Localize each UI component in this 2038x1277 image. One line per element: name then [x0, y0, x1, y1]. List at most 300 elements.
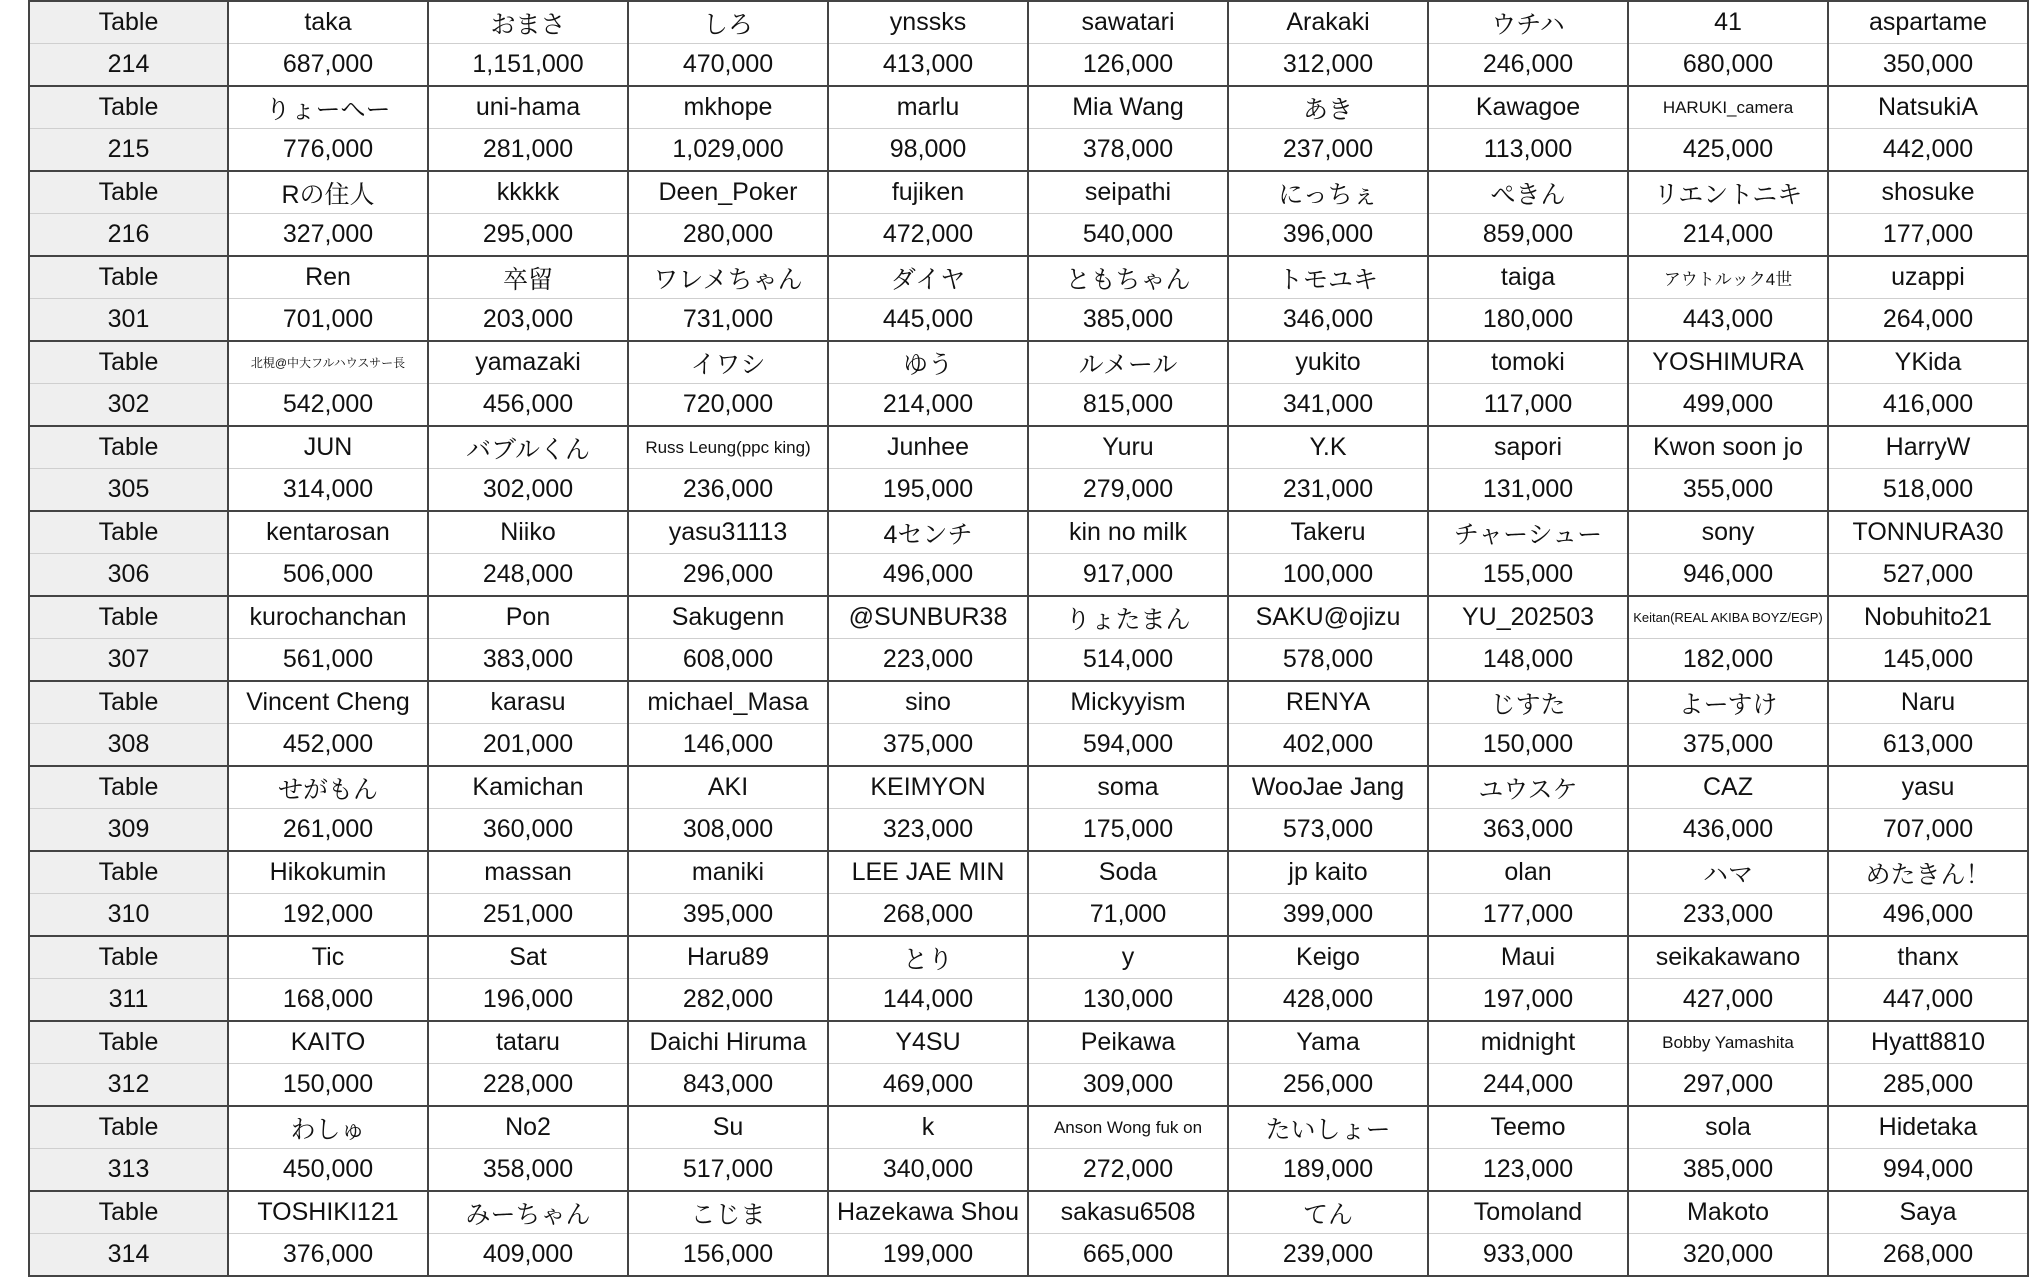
chip-count-cell: 456,000 [428, 384, 628, 427]
player-name-cell: jp kaito [1228, 851, 1428, 894]
chip-count-cell: 327,000 [228, 214, 428, 257]
chip-count-cell: 309,000 [1028, 1064, 1228, 1107]
chip-count-cell: 561,000 [228, 639, 428, 682]
chip-count-cell: 182,000 [1628, 639, 1828, 682]
player-name-cell: りょたまん [1028, 596, 1228, 639]
chip-count-cell: 239,000 [1228, 1234, 1428, 1277]
table-number-cell: 310 [29, 894, 228, 937]
player-name-cell: Deen_Poker [628, 171, 828, 214]
chip-count-cell: 402,000 [1228, 724, 1428, 767]
player-name-cell: Y4SU [828, 1021, 1028, 1064]
chip-count-cell: 499,000 [1628, 384, 1828, 427]
player-name-cell: thanx [1828, 936, 2028, 979]
chip-count-cell: 375,000 [1628, 724, 1828, 767]
chip-count-cell: 180,000 [1428, 299, 1628, 342]
table-row [29, 809, 2028, 852]
chip-count-cell: 150,000 [1428, 724, 1628, 767]
player-name-cell: わしゅ [228, 1106, 428, 1149]
table-row [29, 469, 2028, 512]
player-name-cell: kentarosan [228, 511, 428, 554]
table-row [29, 511, 2028, 554]
chip-count-cell: 665,000 [1028, 1234, 1228, 1277]
table-label-word: Table [29, 256, 228, 299]
player-name-cell: Arakaki [1228, 1, 1428, 44]
player-name-cell: Naru [1828, 681, 2028, 724]
chip-count-cell: 707,000 [1828, 809, 2028, 852]
chip-count-cell: 323,000 [828, 809, 1028, 852]
player-name-cell: y [1028, 936, 1228, 979]
chip-count-cell: 296,000 [628, 554, 828, 597]
chip-count-cell: 399,000 [1228, 894, 1428, 937]
chip-count-cell: 436,000 [1628, 809, 1828, 852]
table-label-word: Table [29, 341, 228, 384]
player-name-cell: karasu [428, 681, 628, 724]
table-number-cell: 306 [29, 554, 228, 597]
chip-count-cell: 285,000 [1828, 1064, 2028, 1107]
player-name-cell: バブルくん [428, 426, 628, 469]
chip-count-cell: 425,000 [1628, 129, 1828, 172]
table-number-cell: 309 [29, 809, 228, 852]
chip-count-cell: 447,000 [1828, 979, 2028, 1022]
player-name-cell: ダイヤ [828, 256, 1028, 299]
chip-count-cell: 443,000 [1628, 299, 1828, 342]
player-name-cell: アウトルック4世 [1628, 256, 1828, 299]
chip-count-cell: 131,000 [1428, 469, 1628, 512]
chip-count-cell: 340,000 [828, 1149, 1028, 1192]
chip-count-cell: 237,000 [1228, 129, 1428, 172]
player-name-cell: イワシ [628, 341, 828, 384]
player-name-cell: uni-hama [428, 86, 628, 129]
player-name-cell: Tic [228, 936, 428, 979]
chip-count-cell: 933,000 [1428, 1234, 1628, 1277]
chip-count-cell: 496,000 [828, 554, 1028, 597]
chip-count-cell: 731,000 [628, 299, 828, 342]
player-name-cell: Teemo [1428, 1106, 1628, 1149]
chip-count-cell: 148,000 [1428, 639, 1628, 682]
player-name-cell: RENYA [1228, 681, 1428, 724]
player-name-cell: seipathi [1028, 171, 1228, 214]
player-name-cell: SAKU@ojizu [1228, 596, 1428, 639]
player-name-cell: Kwon soon jo [1628, 426, 1828, 469]
player-name-cell: sakasu6508 [1028, 1191, 1228, 1234]
chip-count-cell: 246,000 [1428, 44, 1628, 87]
player-name-cell: Tomoland [1428, 1191, 1628, 1234]
table-row [29, 724, 2028, 767]
player-name-cell: sola [1628, 1106, 1828, 1149]
player-name-cell: おまさ [428, 1, 628, 44]
table-label-word: Table [29, 1021, 228, 1064]
player-name-cell: YOSHIMURA [1628, 341, 1828, 384]
chip-count-cell: 859,000 [1428, 214, 1628, 257]
table-row [29, 299, 2028, 342]
player-name-cell: LEE JAE MIN [828, 851, 1028, 894]
chip-count-cell: 251,000 [428, 894, 628, 937]
player-name-cell: Kawagoe [1428, 86, 1628, 129]
chip-count-cell: 261,000 [228, 809, 428, 852]
player-name-cell: HarryW [1828, 426, 2028, 469]
chip-count-cell: 917,000 [1028, 554, 1228, 597]
chip-count-cell: 540,000 [1028, 214, 1228, 257]
player-name-cell: YKida [1828, 341, 2028, 384]
player-name-cell: Makoto [1628, 1191, 1828, 1234]
chip-count-cell: 776,000 [228, 129, 428, 172]
table-row [29, 1191, 2028, 1234]
table-number-cell: 214 [29, 44, 228, 87]
chip-count-cell: 687,000 [228, 44, 428, 87]
chip-count-cell: 946,000 [1628, 554, 1828, 597]
player-name-cell: kurochanchan [228, 596, 428, 639]
chip-count-cell: 146,000 [628, 724, 828, 767]
chip-count-cell: 223,000 [828, 639, 1028, 682]
chip-count-cell: 236,000 [628, 469, 828, 512]
chip-count-cell: 197,000 [1428, 979, 1628, 1022]
table-row [29, 1149, 2028, 1192]
player-name-cell: Russ Leung(ppc king) [628, 426, 828, 469]
player-name-cell: Sakugenn [628, 596, 828, 639]
chip-count-cell: 470,000 [628, 44, 828, 87]
chip-count-cell: 130,000 [1028, 979, 1228, 1022]
chip-count-cell: 518,000 [1828, 469, 2028, 512]
chip-count-cell: 383,000 [428, 639, 628, 682]
chip-count-cell: 496,000 [1828, 894, 2028, 937]
player-name-cell: Junhee [828, 426, 1028, 469]
player-name-cell: shosuke [1828, 171, 2028, 214]
chip-count-cell: 994,000 [1828, 1149, 2028, 1192]
player-name-cell: tomoki [1428, 341, 1628, 384]
player-name-cell: とり [828, 936, 1028, 979]
table-number-cell: 215 [29, 129, 228, 172]
player-name-cell: sony [1628, 511, 1828, 554]
chip-count-cell: 264,000 [1828, 299, 2028, 342]
player-name-cell: soma [1028, 766, 1228, 809]
player-name-cell: せがもん [228, 766, 428, 809]
player-name-cell: ユウスケ [1428, 766, 1628, 809]
player-name-cell: yukito [1228, 341, 1428, 384]
player-name-cell: しろ [628, 1, 828, 44]
player-name-cell: WooJae Jang [1228, 766, 1428, 809]
chip-count-cell: 358,000 [428, 1149, 628, 1192]
player-name-cell: marlu [828, 86, 1028, 129]
chip-count-cell: 573,000 [1228, 809, 1428, 852]
table-row [29, 766, 2028, 809]
player-name-cell: taiga [1428, 256, 1628, 299]
player-name-cell: midnight [1428, 1021, 1628, 1064]
chip-count-cell: 214,000 [1628, 214, 1828, 257]
player-name-cell: Yuru [1028, 426, 1228, 469]
chip-count-cell: 608,000 [628, 639, 828, 682]
table-label-word: Table [29, 681, 228, 724]
table-row [29, 936, 2028, 979]
player-name-cell: リエントニキ [1628, 171, 1828, 214]
chip-count-cell: 514,000 [1028, 639, 1228, 682]
player-name-cell: じすた [1428, 681, 1628, 724]
chip-count-cell: 314,000 [228, 469, 428, 512]
chip-count-cell: 268,000 [1828, 1234, 2028, 1277]
player-name-cell: Nobuhito21 [1828, 596, 2028, 639]
player-name-cell: たいしょー [1228, 1106, 1428, 1149]
player-name-cell: AKI [628, 766, 828, 809]
table-row [29, 894, 2028, 937]
player-name-cell: Hidetaka [1828, 1106, 2028, 1149]
chip-count-cell: 168,000 [228, 979, 428, 1022]
player-name-cell: みーちゃん [428, 1191, 628, 1234]
player-name-cell: Mia Wang [1028, 86, 1228, 129]
chip-count-cell: 117,000 [1428, 384, 1628, 427]
player-name-cell: Kamichan [428, 766, 628, 809]
chip-count-cell: 256,000 [1228, 1064, 1428, 1107]
player-name-cell: kin no milk [1028, 511, 1228, 554]
table-number-cell: 216 [29, 214, 228, 257]
chip-count-cell: 196,000 [428, 979, 628, 1022]
player-name-cell: k [828, 1106, 1028, 1149]
chip-count-cell: 295,000 [428, 214, 628, 257]
player-name-cell: Ren [228, 256, 428, 299]
table-row [29, 44, 2028, 87]
table-label-word: Table [29, 936, 228, 979]
table-label-word: Table [29, 171, 228, 214]
chip-count-cell: 272,000 [1028, 1149, 1228, 1192]
player-name-cell: てん [1228, 1191, 1428, 1234]
player-name-cell: sapori [1428, 426, 1628, 469]
player-name-cell: チャーシュー [1428, 511, 1628, 554]
table-row [29, 979, 2028, 1022]
chip-count-cell: 228,000 [428, 1064, 628, 1107]
player-name-cell: Hazekawa Shou [828, 1191, 1028, 1234]
table-row [29, 129, 2028, 172]
chip-count-cell: 1,029,000 [628, 129, 828, 172]
player-name-cell: Peikawa [1028, 1021, 1228, 1064]
player-name-cell: Keigo [1228, 936, 1428, 979]
chip-count-cell: 177,000 [1428, 894, 1628, 937]
player-name-cell: ゆう [828, 341, 1028, 384]
table-row [29, 1064, 2028, 1107]
table-number-cell: 311 [29, 979, 228, 1022]
chip-count-cell: 123,000 [1428, 1149, 1628, 1192]
chip-count-cell: 396,000 [1228, 214, 1428, 257]
chip-count-table [28, 0, 2029, 1277]
chip-count-cell: 201,000 [428, 724, 628, 767]
chip-count-cell: 427,000 [1628, 979, 1828, 1022]
chip-count-cell: 350,000 [1828, 44, 2028, 87]
player-name-cell: aspartame [1828, 1, 2028, 44]
player-name-cell: tataru [428, 1021, 628, 1064]
chip-count-cell: 355,000 [1628, 469, 1828, 512]
chip-count-cell: 701,000 [228, 299, 428, 342]
chip-count-cell: 409,000 [428, 1234, 628, 1277]
table-row [29, 256, 2028, 299]
player-name-cell: Niiko [428, 511, 628, 554]
chip-count-cell: 815,000 [1028, 384, 1228, 427]
chip-count-cell: 1,151,000 [428, 44, 628, 87]
player-name-cell: yamazaki [428, 341, 628, 384]
chip-count-cell: 613,000 [1828, 724, 2028, 767]
chip-count-cell: 156,000 [628, 1234, 828, 1277]
chip-count-cell: 428,000 [1228, 979, 1428, 1022]
table-row [29, 426, 2028, 469]
table-row [29, 1106, 2028, 1149]
player-name-cell: CAZ [1628, 766, 1828, 809]
chip-count-cell: 680,000 [1628, 44, 1828, 87]
player-name-cell: sawatari [1028, 1, 1228, 44]
player-name-cell: りょーへー [228, 86, 428, 129]
table-label-word: Table [29, 596, 228, 639]
chip-count-cell: 594,000 [1028, 724, 1228, 767]
table-row [29, 1234, 2028, 1277]
chip-count-cell: 517,000 [628, 1149, 828, 1192]
table-row [29, 171, 2028, 214]
player-name-cell: トモユキ [1228, 256, 1428, 299]
table-number-cell: 314 [29, 1234, 228, 1277]
chip-count-cell: 189,000 [1228, 1149, 1428, 1192]
chip-count-cell: 192,000 [228, 894, 428, 937]
chip-count-cell: 279,000 [1028, 469, 1228, 512]
chip-count-cell: 346,000 [1228, 299, 1428, 342]
table-row [29, 384, 2028, 427]
chip-count-cell: 413,000 [828, 44, 1028, 87]
chip-count-cell: 385,000 [1628, 1149, 1828, 1192]
chip-count-cell: 843,000 [628, 1064, 828, 1107]
chip-count-cell: 231,000 [1228, 469, 1428, 512]
chip-count-cell: 282,000 [628, 979, 828, 1022]
player-name-cell: YU_202503 [1428, 596, 1628, 639]
player-name-cell: Yama [1228, 1021, 1428, 1064]
chip-count-cell: 542,000 [228, 384, 428, 427]
chip-count-cell: 175,000 [1028, 809, 1228, 852]
player-name-cell: ynssks [828, 1, 1028, 44]
player-name-cell: sino [828, 681, 1028, 724]
player-name-cell: TOSHIKI121 [228, 1191, 428, 1234]
table-row [29, 639, 2028, 682]
player-name-cell: Haru89 [628, 936, 828, 979]
chip-count-cell: 720,000 [628, 384, 828, 427]
player-name-cell: TONNURA30 [1828, 511, 2028, 554]
player-name-cell: Maui [1428, 936, 1628, 979]
chip-count-cell: 385,000 [1028, 299, 1228, 342]
chip-count-cell: 506,000 [228, 554, 428, 597]
player-name-cell: seikakawano [1628, 936, 1828, 979]
table-label-word: Table [29, 766, 228, 809]
chip-count-cell: 113,000 [1428, 129, 1628, 172]
chip-count-cell: 248,000 [428, 554, 628, 597]
player-name-cell: Vincent Cheng [228, 681, 428, 724]
player-name-cell: Keitan(REAL AKIBA BOYZ/EGP) [1628, 596, 1828, 639]
player-name-cell: Su [628, 1106, 828, 1149]
table-number-cell: 307 [29, 639, 228, 682]
chip-count-cell: 376,000 [228, 1234, 428, 1277]
player-name-cell: Soda [1028, 851, 1228, 894]
player-name-cell: michael_Masa [628, 681, 828, 724]
table-label-word: Table [29, 1106, 228, 1149]
player-name-cell: yasu [1828, 766, 2028, 809]
player-name-cell: @SUNBUR38 [828, 596, 1028, 639]
player-name-cell: 4センチ [828, 511, 1028, 554]
chip-count-cell: 280,000 [628, 214, 828, 257]
chip-count-cell: 155,000 [1428, 554, 1628, 597]
player-name-cell: あき [1228, 86, 1428, 129]
player-name-cell: よーすけ [1628, 681, 1828, 724]
player-name-cell: mkhope [628, 86, 828, 129]
player-name-cell: Mickyyism [1028, 681, 1228, 724]
table-row [29, 851, 2028, 894]
chip-count-cell: 214,000 [828, 384, 1028, 427]
table-row [29, 214, 2028, 257]
chip-count-cell: 375,000 [828, 724, 1028, 767]
table-number-cell: 308 [29, 724, 228, 767]
player-name-cell: KAITO [228, 1021, 428, 1064]
player-name-cell: にっちぇ [1228, 171, 1428, 214]
chip-count-cell: 302,000 [428, 469, 628, 512]
chip-count-cell: 233,000 [1628, 894, 1828, 937]
player-name-cell: taka [228, 1, 428, 44]
player-name-cell: NatsukiA [1828, 86, 2028, 129]
player-name-cell: kkkkk [428, 171, 628, 214]
chip-count-cell: 341,000 [1228, 384, 1428, 427]
player-name-cell: maniki [628, 851, 828, 894]
chip-count-cell: 199,000 [828, 1234, 1028, 1277]
table-label-word: Table [29, 426, 228, 469]
chip-count-cell: 312,000 [1228, 44, 1428, 87]
chip-count-cell: 578,000 [1228, 639, 1428, 682]
chip-count-cell: 177,000 [1828, 214, 2028, 257]
player-name-cell: fujiken [828, 171, 1028, 214]
chip-count-cell: 281,000 [428, 129, 628, 172]
chip-count-cell: 203,000 [428, 299, 628, 342]
table-label-word: Table [29, 1, 228, 44]
table-row [29, 1, 2028, 44]
player-name-cell: HARUKI_camera [1628, 86, 1828, 129]
chip-count-cell: 469,000 [828, 1064, 1028, 1107]
player-name-cell: Hikokumin [228, 851, 428, 894]
chip-count-cell: 472,000 [828, 214, 1028, 257]
table-number-cell: 313 [29, 1149, 228, 1192]
chip-count-cell: 71,000 [1028, 894, 1228, 937]
player-name-cell: ともちゃん [1028, 256, 1228, 299]
chip-count-cell: 145,000 [1828, 639, 2028, 682]
player-name-cell: めたきん！ [1828, 851, 2028, 894]
player-name-cell: ルメール [1028, 341, 1228, 384]
table-label-word: Table [29, 851, 228, 894]
chip-count-cell: 297,000 [1628, 1064, 1828, 1107]
player-name-cell: ウチハ [1428, 1, 1628, 44]
chip-count-cell: 360,000 [428, 809, 628, 852]
player-name-cell: Rの住人 [228, 171, 428, 214]
table-number-cell: 312 [29, 1064, 228, 1107]
player-name-cell: Hyatt8810 [1828, 1021, 2028, 1064]
player-name-cell: ハマ [1628, 851, 1828, 894]
player-name-cell: こじま [628, 1191, 828, 1234]
chip-count-cell: 244,000 [1428, 1064, 1628, 1107]
chip-count-cell: 442,000 [1828, 129, 2028, 172]
chip-count-cell: 395,000 [628, 894, 828, 937]
player-name-cell: Pon [428, 596, 628, 639]
player-name-cell: yasu31113 [628, 511, 828, 554]
player-name-cell: Saya [1828, 1191, 2028, 1234]
chip-count-cell: 416,000 [1828, 384, 2028, 427]
player-name-cell: 北梘@中大フルハウスサー長 [228, 341, 428, 384]
table-number-cell: 305 [29, 469, 228, 512]
chip-count-cell: 363,000 [1428, 809, 1628, 852]
player-name-cell: No2 [428, 1106, 628, 1149]
table-label-word: Table [29, 511, 228, 554]
chip-count-cell: 378,000 [1028, 129, 1228, 172]
player-name-cell: ぺきん [1428, 171, 1628, 214]
player-name-cell: Takeru [1228, 511, 1428, 554]
player-name-cell: 卒留 [428, 256, 628, 299]
player-name-cell: ワレメちゃん [628, 256, 828, 299]
table-number-cell: 301 [29, 299, 228, 342]
player-name-cell: Bobby Yamashita [1628, 1021, 1828, 1064]
player-name-cell: Anson Wong fuk on [1028, 1106, 1228, 1149]
